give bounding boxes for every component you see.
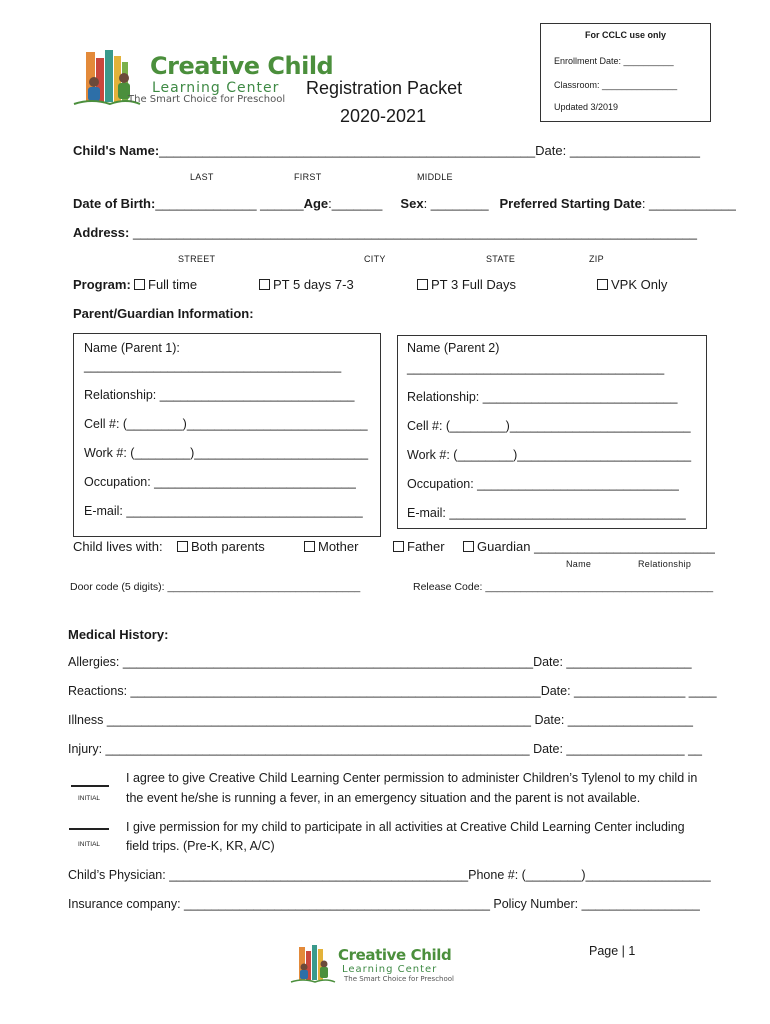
parent2-name-line[interactable]: _____________________________________ — [407, 361, 665, 375]
sub-middle: MIDDLE — [417, 172, 453, 182]
footer-logo-tagline: The Smart Choice for Preschool — [344, 975, 454, 983]
checkbox[interactable] — [177, 541, 188, 552]
parent1-cell-field[interactable]: Cell #: (________)__________________________ — [84, 417, 368, 431]
header-logo — [72, 48, 334, 108]
parent1-occupation-field[interactable]: Occupation: _____________________________ — [84, 475, 356, 489]
checkbox[interactable] — [463, 541, 474, 552]
checkbox[interactable] — [597, 279, 608, 290]
child-name-row[interactable] — [73, 143, 700, 158]
initial-line-1[interactable] — [71, 785, 109, 787]
office-use-title: For CCLC use only — [584, 30, 666, 40]
row-label: Allergies: — [68, 655, 123, 669]
parent2-work-field[interactable]: Work #: (________)_________________________ — [407, 448, 692, 462]
activities-consent-line1: I give permission for my child to participate in all activities at Creative Child Learning Center including — [126, 820, 685, 834]
row-line[interactable]: ___________________________________________________________ — [130, 684, 541, 698]
option-label: PT 5 days 7-3 — [273, 277, 354, 292]
parent1-name-label: Name (Parent 1): — [84, 341, 180, 355]
child-date-label: Date: — [535, 143, 570, 158]
doc-year: 2020-2021 — [340, 106, 427, 126]
dob-label: Date of Birth: — [73, 196, 156, 211]
start-date-line[interactable]: : ____________ — [641, 196, 736, 211]
parent2-cell-field[interactable]: Cell #: (________)__________________________ — [407, 419, 691, 433]
physician-field[interactable]: Child’s Physician: ___________________________________________Phone #: (________)__________________ — [68, 868, 711, 882]
child-date-line[interactable]: __________________ — [569, 143, 700, 158]
row-line[interactable]: ___________________________________________________________ — [122, 655, 534, 669]
activities-consent-line2: field trips. (Pre-K, KR, A/C) — [126, 839, 275, 853]
doc-title: Registration Packet — [306, 78, 463, 98]
classroom-field[interactable]: Classroom: _______________ — [554, 80, 678, 90]
program-option-vpk[interactable] — [597, 277, 667, 292]
books-kids-illustration — [290, 944, 336, 984]
age-line[interactable]: :_______ — [328, 196, 383, 211]
parent1-email-field[interactable]: E-mail: __________________________________ — [84, 504, 363, 518]
parent-section-heading: Parent/Guardian Information: — [73, 306, 254, 321]
updated-date: Updated 3/2019 — [554, 102, 619, 112]
insurance-field[interactable]: Insurance company: ____________________________________________ Policy Number: _________________ — [68, 897, 700, 911]
option-label: Father — [407, 539, 445, 554]
program-option-full-time[interactable] — [134, 277, 197, 292]
child-name-line[interactable]: ____________________________________________________ — [159, 143, 536, 158]
option-label: Full time — [148, 277, 198, 292]
dob-line[interactable]: ______________ ______ — [155, 196, 304, 211]
checkbox[interactable] — [304, 541, 315, 552]
row-line[interactable]: _____________________________________________________________ — [105, 742, 530, 756]
start-date-label: Preferred Starting Date — [499, 196, 642, 211]
office-use-box — [540, 23, 711, 122]
footer-logo-subtitle: Learning Center — [342, 964, 438, 975]
checkbox[interactable] — [417, 279, 428, 290]
sex-line[interactable]: : ________ — [423, 196, 489, 211]
parent2-name-label: Name (Parent 2) — [407, 341, 500, 355]
address-row[interactable] — [73, 225, 697, 240]
door-code-field[interactable]: Door code (5 digits): _________________________________ — [70, 581, 361, 593]
medical-heading: Medical History: — [68, 627, 169, 642]
child-name-label: Child's Name: — [73, 143, 160, 158]
sub-guardian-relationship: Relationship — [638, 559, 692, 569]
row-label: Reactions: — [68, 684, 131, 698]
lives-with-both[interactable] — [177, 539, 265, 554]
sub-zip: ZIP — [589, 254, 604, 264]
sub-last: LAST — [190, 172, 214, 182]
row-date[interactable]: Date: __________________ — [533, 655, 692, 669]
sub-city: CITY — [364, 254, 386, 264]
option-label: VPK Only — [611, 277, 668, 292]
parent1-work-field[interactable]: Work #: (________)_________________________ — [84, 446, 369, 460]
sub-street: STREET — [178, 254, 216, 264]
illness-row[interactable] — [68, 713, 693, 727]
tylenol-consent-line1: I agree to give Creative Child Learning Center permission to administer Children’s Tylenol to my child in — [126, 771, 698, 785]
parent2-occupation-field[interactable]: Occupation: _____________________________ — [407, 477, 679, 491]
option-label: Mother — [318, 539, 359, 554]
checkbox[interactable] — [393, 541, 404, 552]
row-label: Injury: — [68, 742, 106, 756]
option-label: Both parents — [191, 539, 265, 554]
logo-tagline: The Smart Choice for Preschool — [128, 94, 286, 105]
parent2-email-field[interactable]: E-mail: __________________________________ — [407, 506, 686, 520]
enrollment-date-field[interactable]: Enrollment Date: __________ — [554, 56, 674, 66]
age-label: Age — [303, 196, 329, 211]
initial-line-2[interactable] — [69, 828, 109, 830]
parent1-name-line[interactable]: _____________________________________ — [84, 359, 342, 373]
row-date[interactable]: Date: __________________ — [530, 713, 693, 727]
lives-with-mother[interactable] — [304, 539, 358, 554]
guardian-line[interactable]: _________________________ — [534, 539, 715, 554]
row-label: Illness — [68, 713, 107, 727]
dob-row[interactable] — [73, 196, 736, 211]
option-label: PT 3 Full Days — [431, 277, 517, 292]
program-label: Program: — [73, 277, 131, 292]
address-line[interactable]: ______________________________________________________________________________ — [132, 225, 697, 240]
sub-state: STATE — [486, 254, 516, 264]
footer-logo-title: Creative Child — [338, 946, 452, 964]
tylenol-consent-line2: the event he/she is running a fever, in an emergency situation and the parent is not available. — [126, 791, 641, 805]
injury-row[interactable] — [68, 742, 702, 756]
sub-guardian-name: Name — [566, 559, 592, 569]
address-label: Address: — [73, 225, 130, 240]
sub-first: FIRST — [294, 172, 322, 182]
parent2-relationship-field[interactable]: Relationship: ____________________________ — [407, 390, 678, 404]
logo-title: Creative Child — [150, 52, 334, 80]
row-date[interactable]: Date: ________________ ____ — [540, 684, 717, 698]
page-number: Page | 1 — [589, 944, 636, 958]
checkbox[interactable] — [134, 279, 145, 290]
lives-with-father[interactable] — [393, 539, 445, 554]
reactions-row[interactable] — [68, 684, 717, 698]
initial-label-2: INITIAL — [78, 841, 101, 848]
lives-with-label: Child lives with: — [73, 539, 163, 554]
footer-logo — [290, 944, 454, 986]
lives-with-guardian[interactable] — [463, 539, 715, 554]
release-code-field[interactable]: Release Code: _______________________________________ — [413, 581, 714, 593]
allergies-row[interactable] — [68, 655, 692, 669]
row-date[interactable]: Date: _________________ __ — [529, 742, 702, 756]
sex-label: Sex — [400, 196, 424, 211]
program-option-pt5[interactable] — [259, 277, 354, 292]
program-option-pt3[interactable] — [417, 277, 516, 292]
row-line[interactable]: _____________________________________________________________ — [106, 713, 531, 727]
checkbox[interactable] — [259, 279, 270, 290]
option-label: Guardian — [477, 539, 531, 554]
logo-subtitle: Learning Center — [152, 80, 280, 96]
parent1-relationship-field[interactable]: Relationship: ____________________________ — [84, 388, 355, 402]
initial-label-1: INITIAL — [78, 795, 101, 802]
